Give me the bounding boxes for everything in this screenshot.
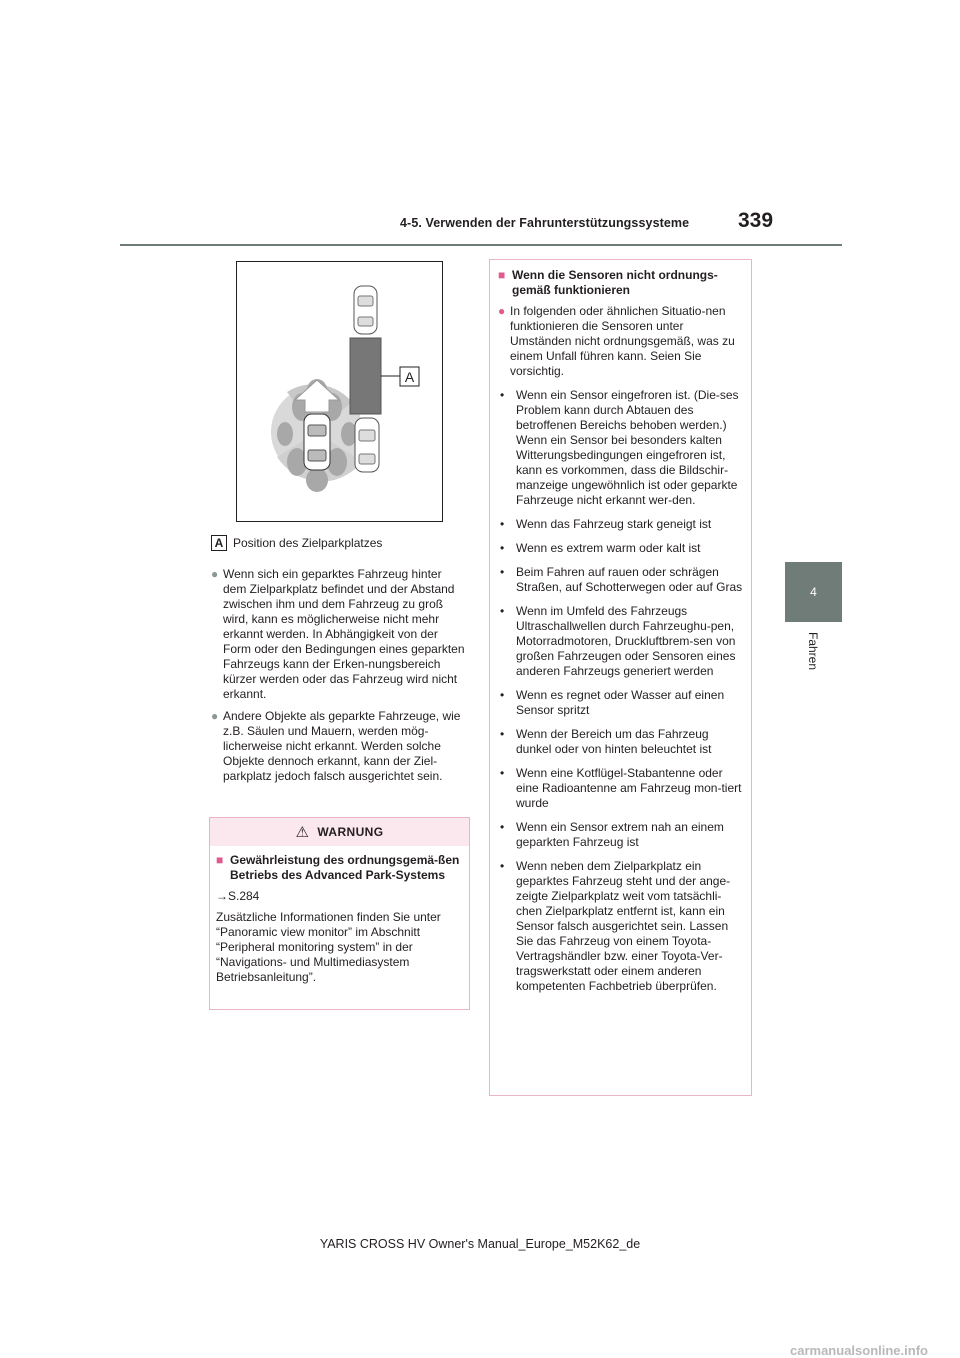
list-item: • Wenn es extrem warm oder kalt ist — [500, 541, 701, 555]
list-item: • Wenn neben dem Zielparkplatz ein geparktes Fahrzeug steht und der ange-zeigte Zielparkplatz weit vom tatsächli-chen Zielparkplatz entfernt ist, kann ein Sensor falsch ausgerichtet sein. Lassen Sie das Fahrzeug von einem Toyota-Vertragshändler bzw. einer Toyota-Ver-tragswerkstatt oder einem anderen kompetenten Fachbetrieb überprüfen. — [500, 859, 731, 993]
caution-heading: ■ Wenn die Sensoren nicht ordnungs-gemäß funktionieren — [498, 268, 718, 297]
warning-reference: →S.284 — [216, 889, 260, 903]
list-item: • Wenn das Fahrzeug stark geneigt ist — [500, 517, 712, 531]
warning-triangle-icon: ⚠ — [295, 824, 310, 841]
sensor-caution-box — [489, 259, 752, 1096]
pink-square-icon: ■ — [498, 268, 506, 282]
target-parking-slot — [350, 338, 381, 414]
list-item: • Wenn im Umfeld des Fahrzeugs Ultraschallwellen durch Fahrzeughu-pen, Motorradmotoren, Druckluftbrem-sen von großen Fahrzeugen oder Sensoren eines anderen Fahrzeugs generiert werden — [500, 604, 736, 678]
list-item: • Wenn es regnet oder Wasser auf einen Sensor spritzt — [500, 688, 725, 717]
warning-text: Zusätzliche Informationen finden Sie unter “Panoramic view monitor” im Abschnitt “Peripheral monitoring system” in der “Navigations- und Multimediasystem Betriebsanleitung”. — [216, 910, 441, 984]
left-bullet-list — [211, 567, 467, 791]
parked-car-icon — [354, 286, 377, 334]
warning-header — [210, 818, 469, 846]
parking-illustration — [236, 261, 443, 522]
chapter-tab-label: Fahren — [806, 632, 820, 671]
slot-marker-label: A — [404, 369, 415, 385]
figure-caption — [211, 535, 382, 551]
pink-bullet-icon: ● — [498, 304, 506, 318]
warning-box — [209, 817, 470, 1010]
document-footer: YARIS CROSS HV Owner's Manual_Europe_M52K62_de — [319, 1237, 641, 1251]
parking-diagram — [237, 262, 442, 521]
warning-title: WARNUNG — [317, 825, 384, 839]
list-item: ● Andere Objekte als geparkte Fahrzeuge, wie z.B. Säulen und Mauern, werden mög-licherweise nicht erkannt. Werden solche Objekte dennoch erkannt, kann der Ziel-parkplatz jedoch falsch ausgerichtet sein. — [211, 709, 461, 783]
warning-heading: ■ Gewährleistung des ordnungsgemä-ßen Betriebs des Advanced Park-Systems — [216, 853, 460, 882]
list-item: • Wenn ein Sensor eingefroren ist. (Die-ses Problem kann durch Abtauen des betroffenen Bereichs behoben werden.) Wenn ein Sensor bei besonders kalten Witterungsbedingungen eingefroren ist, kann es vorkommen, dass die Bildschir-manzeige ungewöhnlich ist oder geparkte Fahrzeuge nicht erkannt wer-den. — [500, 388, 739, 507]
bullet-dot-icon: ● — [211, 567, 219, 581]
header-divider — [120, 244, 842, 246]
page-number: 339 — [738, 209, 774, 232]
list-item: ● Wenn sich ein geparktes Fahrzeug hinter dem Zielparkplatz befindet und der Abstand zwischen ihm und dem Fahrzeug zu groß wird, kann es möglicherweise nicht mehr erkannt werden. In Abhängigkeit von der Form oder den Bedingungen eines geparkten Fahrzeugs kann der Erken-nungsbereich kürzer werden oder das Fahrzeug wird nicht erkannt. — [211, 567, 465, 701]
section-title: 4-5. Verwenden der Fahrunterstützungssysteme — [400, 216, 690, 230]
list-item: • Wenn ein Sensor extrem nah an einem geparkten Fahrzeug ist — [500, 820, 724, 849]
list-item: • Wenn eine Kotflügel-Stabantenne oder eine Radioantenne am Fahrzeug mon-tiert wurde — [500, 766, 742, 810]
chapter-tab: 4 — [785, 562, 842, 622]
watermark: carmanualsonline.info — [790, 1343, 928, 1358]
pink-square-icon: ■ — [216, 853, 224, 867]
list-item: • Beim Fahren auf rauen oder schrägen Straßen, auf Schotterwegen oder auf Gras — [500, 565, 743, 594]
own-vehicle-icon — [304, 414, 330, 470]
caution-intro: ● In folgenden oder ähnlichen Situatio-nen funktionieren die Sensoren unter Umständen nicht ordnungsgemäß, was zu einem Unfall führen kann. Seien Sie vorsichtig. — [498, 304, 735, 378]
list-item: • Wenn der Bereich um das Fahrzeug dunkel oder von hinten beleuchtet ist — [500, 727, 712, 756]
bullet-dot-icon: ● — [211, 709, 219, 723]
caption-text: Position des Zielparkplatzes — [233, 536, 383, 550]
parked-car-side-icon — [355, 418, 379, 472]
caption-letter: A — [211, 535, 227, 551]
